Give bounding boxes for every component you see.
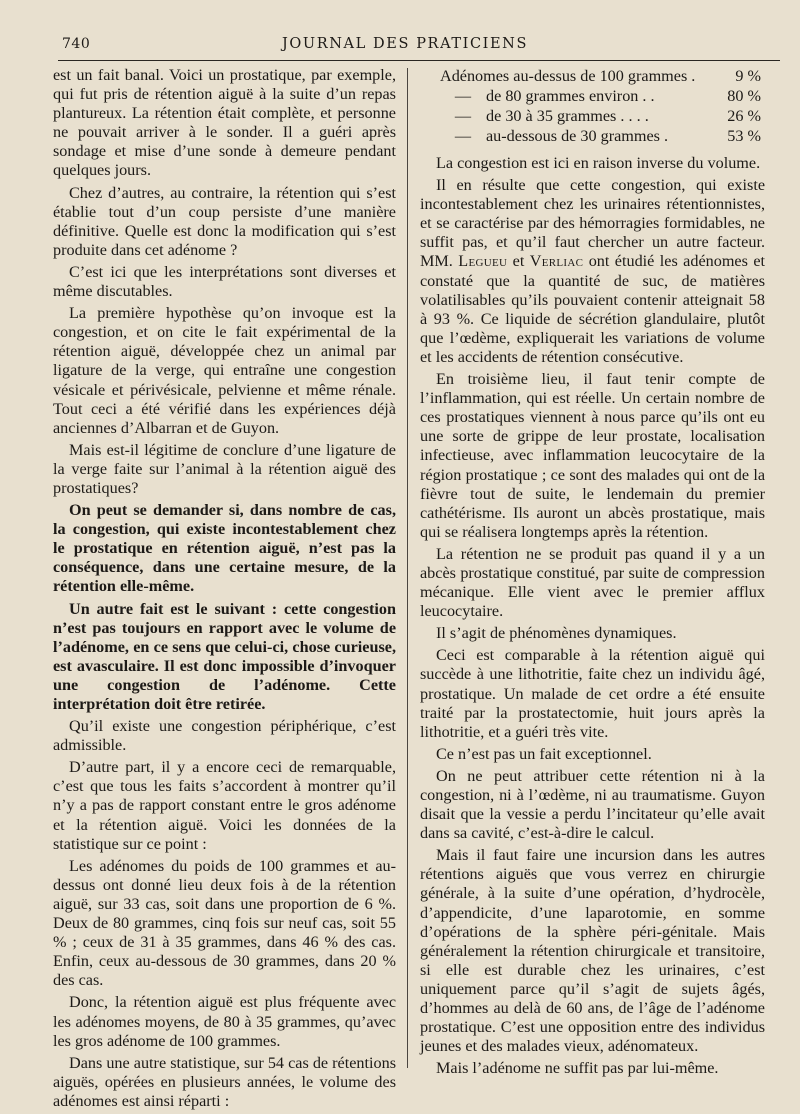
right-paragraph: Il en résulte que cette congestion, qui existe incontestablement chez les urinaires rétentionnistes, et se caractérise par des hémorragies formidables, ne suffit pas, et qu’il faut chercher un autre facteur. MM. Legueu et Verliac ont étudié les adénomes et constaté que la quantité de suc, de matières volatilisables qu’ils pouvaient contenir atteignait 58 à 93 %. Ce liquide de sécrétion glandulaire, plutôt que l’œdème, expliquerait les variations de volume et les accidents de rétention consécutive. (420, 176, 765, 366)
stats-dash: — (454, 107, 472, 125)
left-paragraph: Chez d’autres, au contraire, la rétention qui s’est établie tout d’un coup persiste d’une manière définitive. Quelle est donc la modification qui s’est produite dans cet adénome ? (53, 183, 396, 259)
page-number: 740 (62, 36, 91, 52)
stats-dash: — (454, 127, 472, 145)
left-paragraph: Donc, la rétention aiguë est plus fréquente avec les adénomes moyens, de 80 à 35 grammes, qu’avec les gros adénome de 100 grammes. (53, 993, 396, 1050)
right-column (420, 66, 765, 1081)
stats-row (420, 126, 765, 146)
right-paragraph: La rétention ne se produit pas quand il y a un abcès prostatique constitué, par suite de compression mécanique. Elle vient avec le premier afflux leucocytaire. (420, 544, 765, 621)
right-paragraph: Ce n’est pas un fait exceptionnel. (436, 744, 652, 763)
column-divider (407, 68, 408, 1068)
right-paragraph: Mais il faut faire une incursion dans les autres rétentions aiguës que vous verrez en chirurgie générale, à la suite d’une opération, d’hydrocèle, d’appendicite, d’une laparotomie, en somme d’opérations de la sphère péri-génitale. Mais généralement la rétention chirurgicale et transitoire, si elle est durable chez les urinaires, c’est uniquement parce qu’il s’agit de sujets âgés, d’hommes au delà de 60 ans, de l’âge de l’adénome prostatique. C’est une opposition entre des individus jeunes et des malades vieux, adénomateux. (420, 846, 765, 1056)
left-paragraph: Mais est-il légitime de conclure d’une ligature de la verge faite sur l’animal à la rétention aiguë des prostatiques? (53, 440, 396, 497)
left-paragraph: C’est ici que les interprétations sont diverses et même discutables. (53, 262, 396, 301)
left-paragraph: Qu’il existe une congestion périphérique, c’est admissible. (53, 717, 396, 755)
right-paragraph: Ceci est comparable à la rétention aiguë qui succède à une lithotritie, faite chez un individu âgé, prostatique. Un malade de cet ordre a été ensuite traité par la prostatectomie, huit jours après la lithotritie, et a guéri très vite. (420, 646, 765, 741)
page-header (60, 36, 750, 58)
left-paragraph: Dans une autre statistique, sur 54 cas de rétentions aiguës, opérées en plusieurs années, le volume des adénomes est ainsi réparti : (53, 1053, 396, 1110)
right-paragraph: Il s’agit de phénomènes dynamiques. (436, 624, 677, 643)
running-title: JOURNAL DES PRATICIENS (282, 36, 528, 52)
left-paragraph: Les adénomes du poids de 100 grammes et au-dessus ont donné lieu deux fois à de la rétention aiguë, sur 33 cas, soit dans une proportion de 6 %. Deux de 80 grammes, cinq fois sur neuf cas, soit 55 % ; ceux de 31 à 35 grammes, dans 46 % des cas. Enfin, ceux au-dessous de 30 grammes, dans 20 % des cas. (53, 856, 396, 990)
stats-label: de 30 à 35 grammes . . . . (486, 107, 649, 125)
stats-value: 9 % (735, 67, 761, 85)
stats-value: 53 % (727, 127, 761, 145)
right-paragraph: La congestion est ici en raison inverse du volume. (436, 154, 761, 172)
stats-dash: — (454, 87, 472, 105)
stats-value: 80 % (727, 87, 761, 105)
left-paragraph: Un autre fait est le suivant : cette congestion n’est pas toujours en rapport avec le volume de l’adénome, en ce sens que celui-ci, chose curieuse, est avasculaire. Il est donc impossible d’invoquer une congestion de l’adénome. Cette interprétation doit être retirée. (53, 599, 396, 713)
right-paragraph: Mais l’adénome ne suffit pas par lui-même. (436, 1059, 719, 1078)
stats-label: Adénomes au-dessus de 100 grammes . (440, 67, 696, 85)
stats-label: au-dessous de 30 grammes . (486, 127, 669, 145)
right-paragraph: En troisième lieu, il faut tenir compte de l’inflammation, qui est réelle. Un certain nombre de ces prostatiques viennent à nous parce qu’ils ont eu une sorte de grippe de leur prostate, localisation infectieuse, avec inflammation leucocytaire de la région prostatique ; ce sont des malades qui ont de la fièvre tout de suite, le lendemain du premier cathétérisme. Ils auront un abcès prostatique, mais qui se réalisera longtemps après la rétention. (420, 370, 765, 541)
left-paragraph: D’autre part, il y a encore ceci de remarquable, c’est que tous les faits s’accordent à montrer qu’il n’y a pas de rapport constant entre le gros adénome et la rétention aiguë. Voici les données de la statistique sur ce point : (53, 758, 396, 853)
left-paragraph: La première hypothèse qu’on invoque est la congestion, et on cite le fait expérimental de la rétention aiguë, développée chez un animal par ligature de la verge, qui entraîne une congestion vésicale et périvésicale, pelvienne et même rénale. Tout ceci a été vérifié dans les expériences déjà anciennes d’Albarran et de Guyon. (53, 304, 396, 437)
stats-row (420, 106, 765, 126)
left-paragraph: On peut se demander si, dans nombre de cas, la congestion, qui existe incontestablement chez le prostatique en rétention aiguë, n’est pas la conséquence, dans une certaine mesure, de la rétention elle-même. (53, 501, 396, 596)
stats-value: 26 % (727, 107, 761, 125)
stats-label: de 80 grammes environ . . (486, 87, 655, 105)
left-paragraph: est un fait banal. Voici un prostatique, par exemple, qui fut pris de rétention aiguë à la suite d’un repas plantureux. La rétention était complète, et personne ne pouvait arriver à le sonder. Il a guéri après sondage et mise d’une sonde à demeure pendant quelques jours. (53, 66, 396, 180)
stats-row (420, 66, 765, 86)
header-rule (58, 60, 780, 61)
left-column (53, 66, 396, 1114)
right-paragraph: On ne peut attribuer cette rétention ni à la congestion, ni à l’œdème, ni au traumatisme. Guyon disait que la vessie a perdu l’incitateur qu’elle avait dans sa cavité, c’est-à-dire le calcul. (420, 766, 765, 843)
stats-row (420, 86, 765, 106)
statistics-table (420, 66, 765, 146)
